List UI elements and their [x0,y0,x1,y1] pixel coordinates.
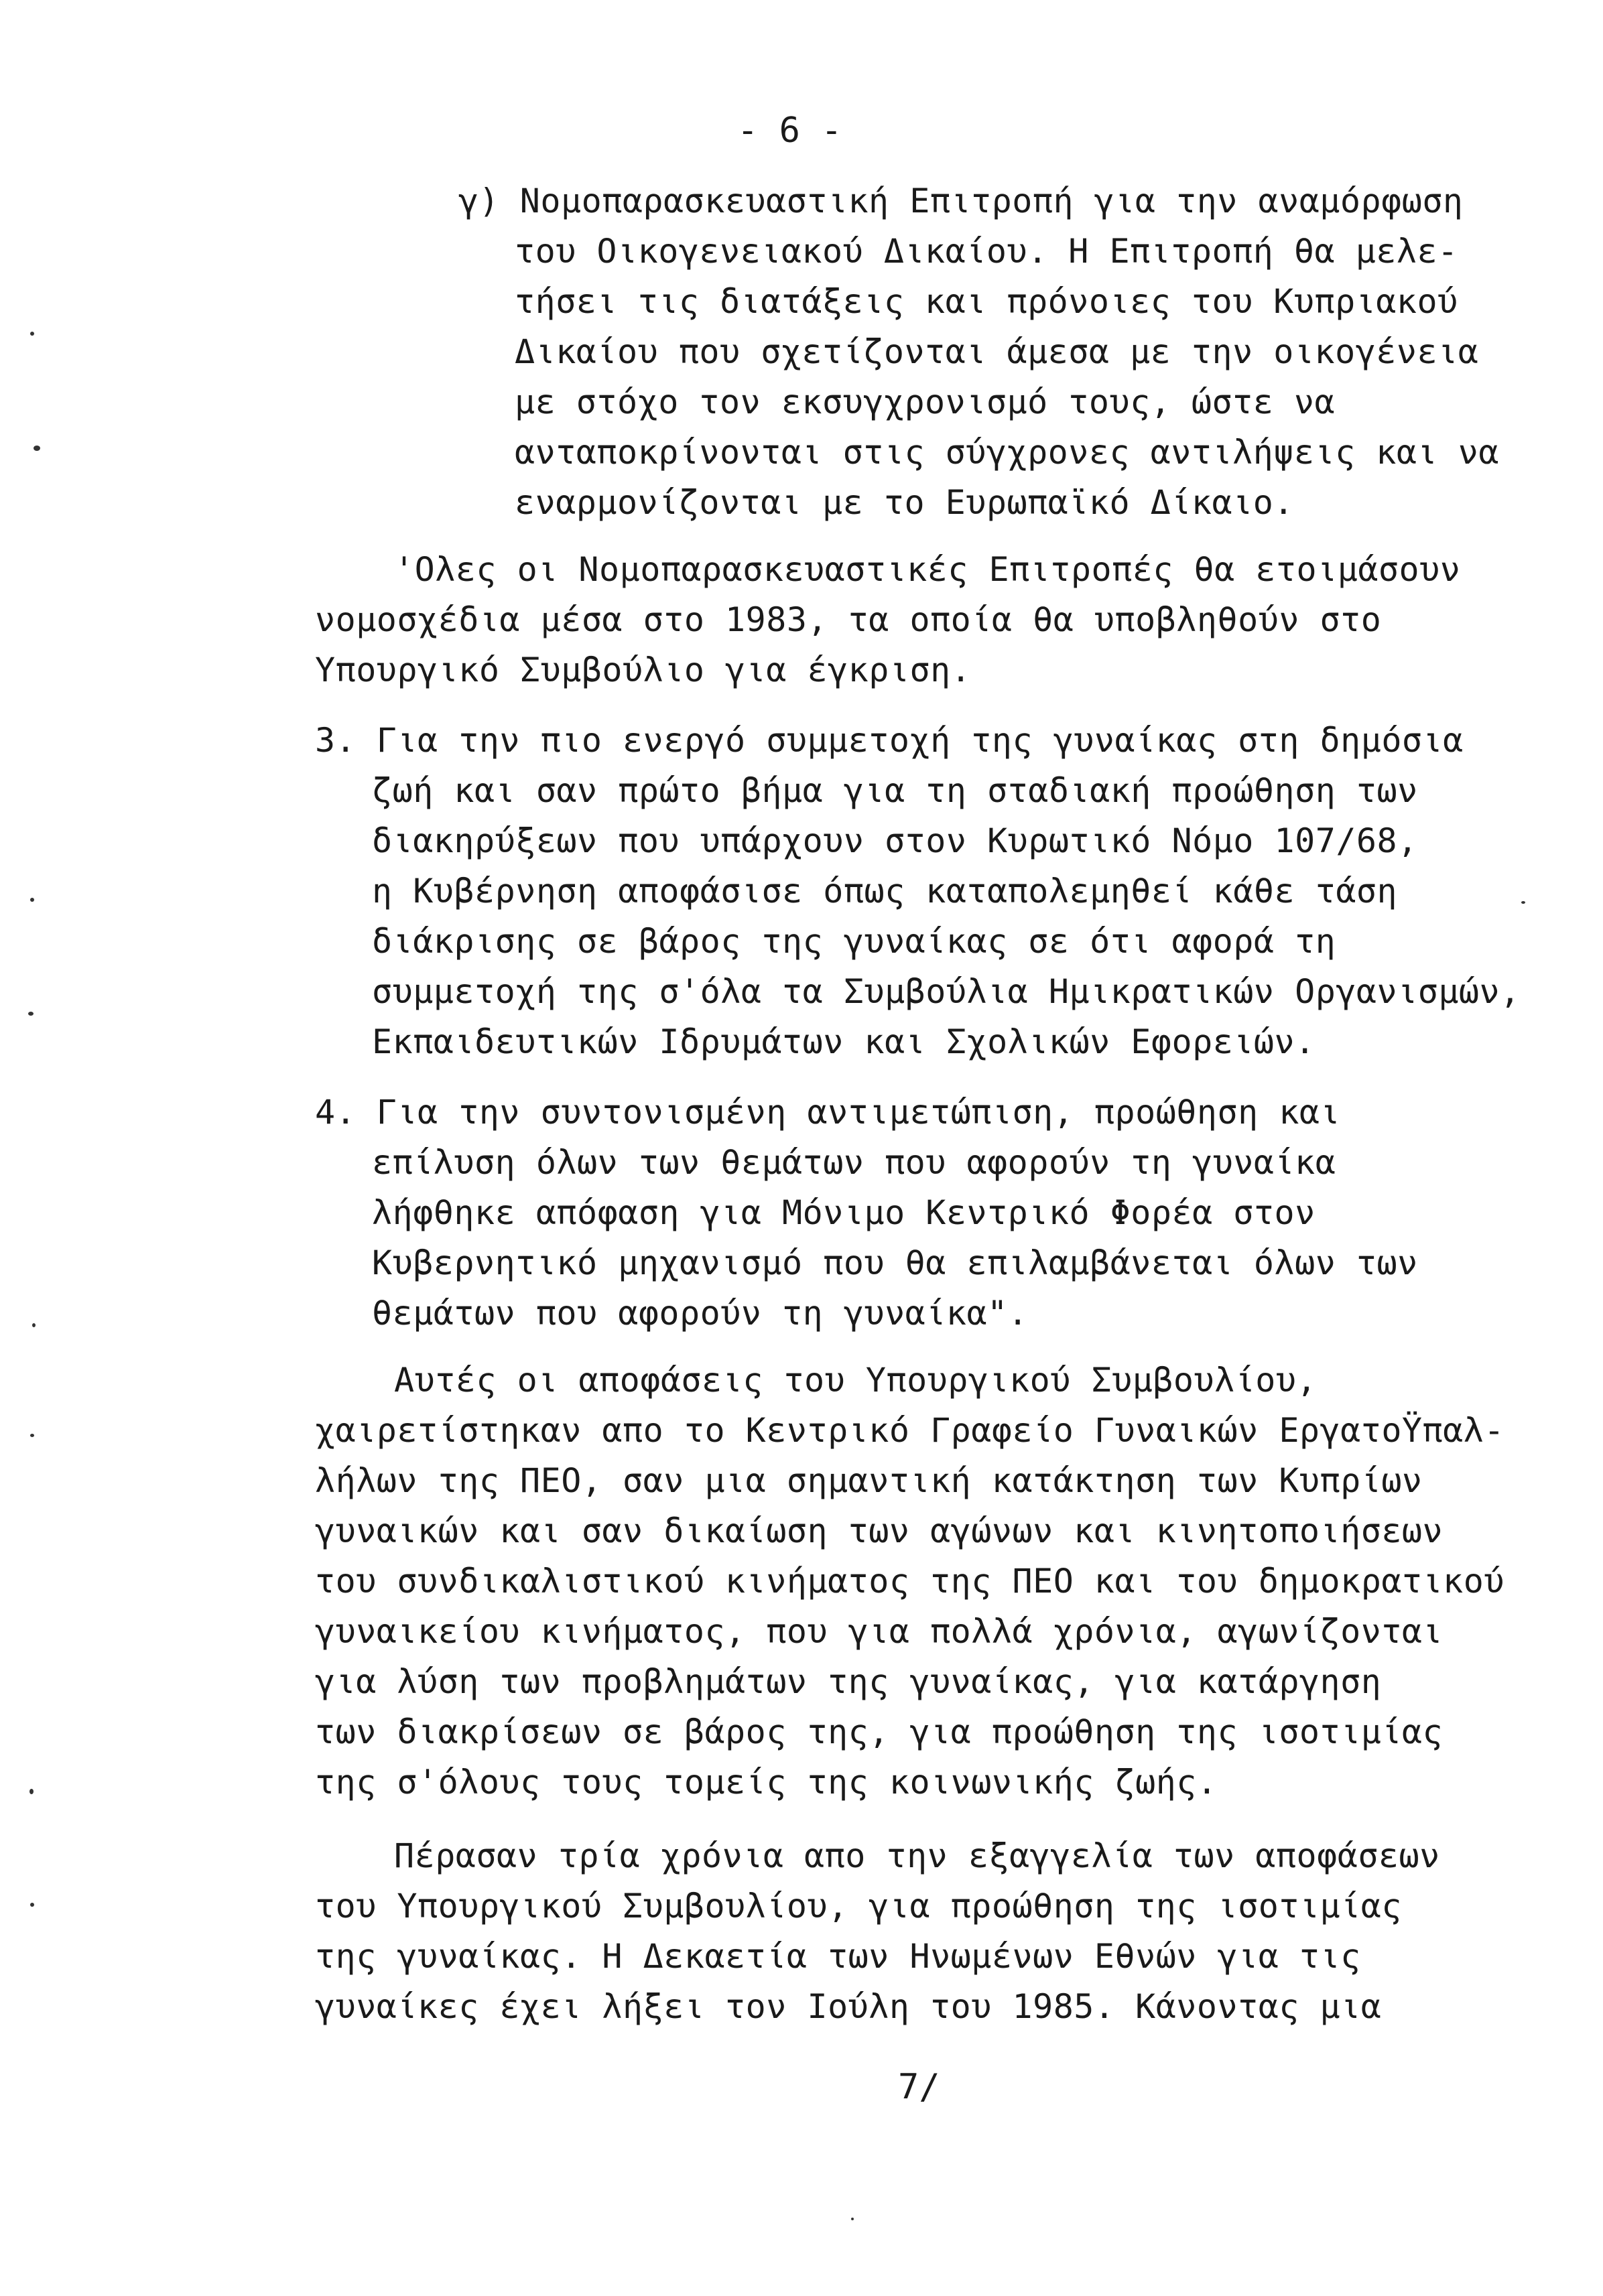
text-line: λήλων της ΠΕΟ, σαν μια σημαντική κατάκτηση των Κυπρίων [315,1461,1423,1500]
text-line: επίλυση όλων των θεμάτων που αφορούν τη γυναίκα [372,1143,1336,1182]
text-line: διακηρύξεων που υπάρχουν στον Κυρωτικό Νόμο 107/68, [372,821,1418,860]
text-line: χαιρετίστηκαν απο το Κεντρικό Γραφείο Γυναικών ΕργατοΫπαλ- [315,1411,1504,1450]
scan-speck [851,2218,854,2220]
text-line: γυναίκες έχει λήξει τον Ιούλη του 1985. Κάνοντας μια [315,1987,1382,2026]
text-line: Κυβερνητικό μηχανισμό που θα επιλαμβάνεται όλων των [372,1243,1418,1282]
text-line: 3. Για την πιο ενεργό συμμετοχή της γυναίκας στη δημόσια [315,721,1464,760]
scan-speck [30,1434,34,1437]
text-line: με στόχο τον εκσυγχρονισμό τους, ώστε να [515,383,1336,421]
text-line: του Οικογενειακού Δικαίου. Η Επιτροπή θα μελε- [515,232,1458,271]
text-line: θεμάτων που αφορούν τη γυναίκα". [372,1294,1029,1333]
page-number: - 6 - [737,111,842,151]
text-line: των διακρίσεων σε βάρος της, για προώθηση της ισοτιμίας [315,1712,1444,1751]
scan-speck [29,1789,34,1794]
text-line: Εκπαιδευτικών Ιδρυμάτων και Σχολικών Εφορειών. [372,1022,1316,1061]
text-line: Δικαίου που σχετίζονται άμεσα με την οικογένεια [515,332,1479,371]
page-footer-number: 7/ [898,2067,940,2107]
scan-speck [34,446,40,451]
text-line: 'Ολες οι Νομοπαρασκευαστικές Επιτροπές θα ετοιμάσουν [394,550,1461,589]
text-line: της γυναίκας. Η Δεκαετία των Ηνωμένων Εθνών για τις [315,1937,1361,1976]
text-line: ζωή και σαν πρώτο βήμα για τη σταδιακή προώθηση των [372,771,1418,810]
text-line: ανταποκρίνονται στις σύγχρονες αντιλήψεις και να [515,433,1499,472]
text-line: Πέρασαν τρία χρόνια απο την εξαγγελία των αποφάσεων [394,1836,1440,1875]
text-line: για λύση των προβλημάτων της γυναίκας, για κατάργηση [315,1662,1382,1701]
text-line: Υπουργικό Συμβούλιο για έγκριση. [315,651,972,689]
scan-speck [30,1903,34,1907]
text-line: συμμετοχή της σ'όλα τα Συμβούλια Ημικρατικών Οργανισμών, [372,972,1521,1011]
scan-speck [32,1323,36,1327]
text-line: της σ'όλους τους τομείς της κοινωνικής ζωής. [315,1763,1218,1802]
scan-speck [1521,901,1525,904]
text-line: γυναικείου κινήματος, που για πολλά χρόνια, αγωνίζονται [315,1612,1444,1651]
text-line: του Υπουργικού Συμβουλίου, για προώθηση της ισοτιμίας [315,1887,1402,1926]
scan-speck [28,1012,34,1016]
text-line: Αυτές οι αποφάσεις του Υπουργικού Συμβουλίου, [394,1361,1318,1400]
text-line: νομοσχέδια μέσα στο 1983, τα οποία θα υποβληθούν στο [315,600,1382,639]
text-line: 4. Για την συντονισμένη αντιμετώπιση, προώθηση και [315,1093,1341,1132]
text-line: τήσει τις διατάξεις και πρόνοιες του Κυπριακού [515,282,1458,321]
scan-speck [30,332,34,336]
text-line: διάκρισης σε βάρος της γυναίκας σε ότι αφορά τη [372,922,1336,961]
text-line: γυναικών και σαν δικαίωση των αγώνων και κινητοποιήσεων [315,1511,1444,1550]
text-line: η Κυβέρνηση αποφάσισε όπως καταπολεμηθεί κάθε τάση [372,872,1398,910]
text-line: γ) Νομοπαρασκευαστική Επιτροπή για την αναμόρφωση [458,182,1464,220]
scan-speck [30,898,34,902]
text-line: λήφθηκε απόφαση για Μόνιμο Κεντρικό Φορέα στον [372,1193,1316,1232]
text-line: εναρμονίζονται με το Ευρωπαϊκό Δίκαιο. [515,483,1294,522]
text-line: του συνδικαλιστικού κινήματος της ΠΕΟ και του δημοκρατικού [315,1562,1504,1601]
